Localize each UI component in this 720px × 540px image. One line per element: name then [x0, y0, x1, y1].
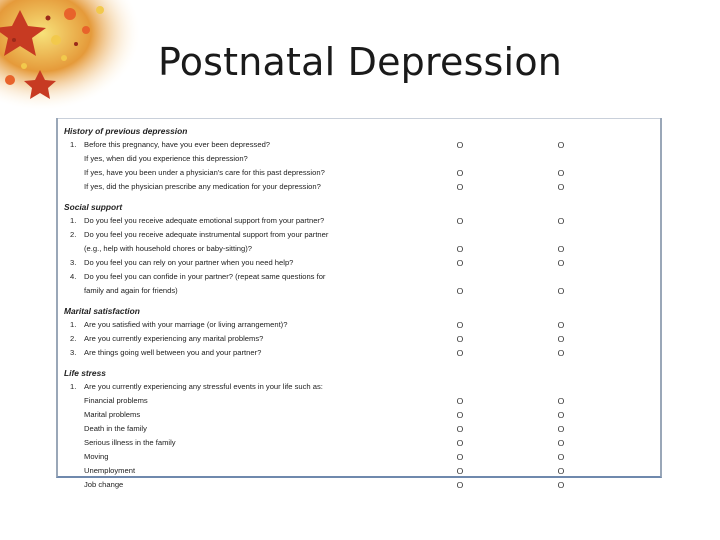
question-text: If yes, have you been under a physician's care for this past depression?: [84, 168, 325, 177]
question-row: [58, 243, 660, 255]
no-option-circle[interactable]: O: [557, 410, 565, 420]
section-heading: [58, 367, 660, 379]
no-option-circle[interactable]: O: [557, 452, 565, 462]
question-text: family and again for friends): [84, 286, 178, 295]
question-text: Serious illness in the family: [84, 438, 176, 447]
question-row: [58, 465, 660, 477]
question-text: Unemployment: [84, 466, 136, 475]
section-heading-text: History of previous depression: [64, 126, 188, 136]
question-number: 1.: [70, 382, 77, 391]
question-text: If yes, did the physician prescribe any medication for your depression?: [84, 182, 321, 191]
no-option-circle[interactable]: O: [557, 438, 565, 448]
yes-option-circle[interactable]: O: [456, 424, 464, 434]
question-row: [58, 409, 660, 421]
question-number: 1.: [70, 320, 77, 329]
yes-option-circle[interactable]: O: [456, 348, 464, 358]
question-number: 4.: [70, 272, 77, 281]
no-option-circle[interactable]: O: [557, 140, 565, 150]
yes-option-circle[interactable]: O: [456, 216, 464, 226]
yes-option-circle[interactable]: O: [456, 410, 464, 420]
question-number: 2.: [70, 334, 77, 343]
question-row: [58, 257, 660, 269]
question-row: [58, 181, 660, 193]
question-row: [58, 139, 660, 151]
yes-option-circle[interactable]: O: [456, 480, 464, 490]
section-heading: [58, 201, 660, 213]
no-option-circle[interactable]: O: [557, 396, 565, 406]
no-option-circle[interactable]: O: [557, 168, 565, 178]
yes-option-circle[interactable]: O: [456, 466, 464, 476]
no-option-circle[interactable]: O: [557, 424, 565, 434]
question-text: Are things going well between you and your partner?: [84, 348, 262, 357]
question-text: Do you feel you can confide in your partner? (repeat same questions for: [84, 272, 326, 281]
question-row: [58, 167, 660, 179]
question-number: 3.: [70, 258, 77, 267]
question-text: Do you feel you receive adequate instrumental support from your partner: [84, 230, 329, 239]
question-text: Financial problems: [84, 396, 148, 405]
question-text: If yes, when did you experience this depression?: [84, 154, 248, 163]
question-text: Do you feel you receive adequate emotional support from your partner?: [84, 216, 325, 225]
question-text: Marital problems: [84, 410, 141, 419]
yes-option-circle[interactable]: O: [456, 258, 464, 268]
question-text: Before this pregnancy, have you ever been depressed?: [84, 140, 271, 149]
yes-option-circle[interactable]: O: [456, 320, 464, 330]
section-heading-text: Marital satisfaction: [64, 306, 140, 316]
question-row: [58, 319, 660, 331]
question-row: [58, 333, 660, 345]
yes-option-circle[interactable]: O: [456, 438, 464, 448]
top-divider: [58, 118, 660, 119]
yes-option-circle[interactable]: O: [456, 182, 464, 192]
no-option-circle[interactable]: O: [557, 244, 565, 254]
no-option-circle[interactable]: O: [557, 216, 565, 226]
section-heading: [58, 125, 660, 137]
question-row: [58, 271, 660, 283]
question-text: Job change: [84, 480, 124, 489]
question-number: 1.: [70, 216, 77, 225]
question-row: [58, 395, 660, 407]
section-heading: [58, 305, 660, 317]
yes-option-circle[interactable]: O: [456, 286, 464, 296]
slide-title: Postnatal Depression: [157, 40, 563, 84]
no-option-circle[interactable]: O: [557, 286, 565, 296]
question-text: Do you feel you can rely on your partner when you need help?: [84, 258, 294, 267]
no-option-circle[interactable]: O: [557, 258, 565, 268]
question-text: Death in the family: [84, 424, 147, 433]
question-row: [58, 153, 660, 165]
yes-option-circle[interactable]: O: [456, 334, 464, 344]
question-number: 1.: [70, 140, 77, 149]
question-text: Are you satisfied with your marriage (or living arrangement)?: [84, 320, 288, 329]
question-text: Are you currently experiencing any marital problems?: [84, 334, 264, 343]
no-option-circle[interactable]: O: [557, 182, 565, 192]
yes-option-circle[interactable]: O: [456, 168, 464, 178]
yes-option-circle[interactable]: O: [456, 140, 464, 150]
questionnaire-table: [56, 118, 662, 490]
no-option-circle[interactable]: O: [557, 320, 565, 330]
yes-option-circle[interactable]: O: [456, 396, 464, 406]
question-row: [58, 229, 660, 241]
no-option-circle[interactable]: O: [557, 480, 565, 490]
yes-option-circle[interactable]: O: [456, 244, 464, 254]
question-row: [58, 381, 660, 393]
question-row: [58, 423, 660, 435]
question-text: Are you currently experiencing any stressful events in your life such as:: [84, 382, 323, 391]
no-option-circle[interactable]: O: [557, 334, 565, 344]
section-heading-text: Life stress: [64, 368, 106, 378]
no-option-circle[interactable]: O: [557, 348, 565, 358]
question-text: (e.g., help with household chores or baby-sitting)?: [84, 244, 253, 253]
question-row: [58, 285, 660, 297]
question-text: Moving: [84, 452, 109, 461]
question-row: [58, 479, 660, 491]
question-number: 2.: [70, 230, 77, 239]
question-row: [58, 437, 660, 449]
section-heading-text: Social support: [64, 202, 123, 212]
no-option-circle[interactable]: O: [557, 466, 565, 476]
yes-option-circle[interactable]: O: [456, 452, 464, 462]
question-number: 3.: [70, 348, 77, 357]
question-row: [58, 215, 660, 227]
question-row: [58, 347, 660, 359]
question-row: [58, 451, 660, 463]
